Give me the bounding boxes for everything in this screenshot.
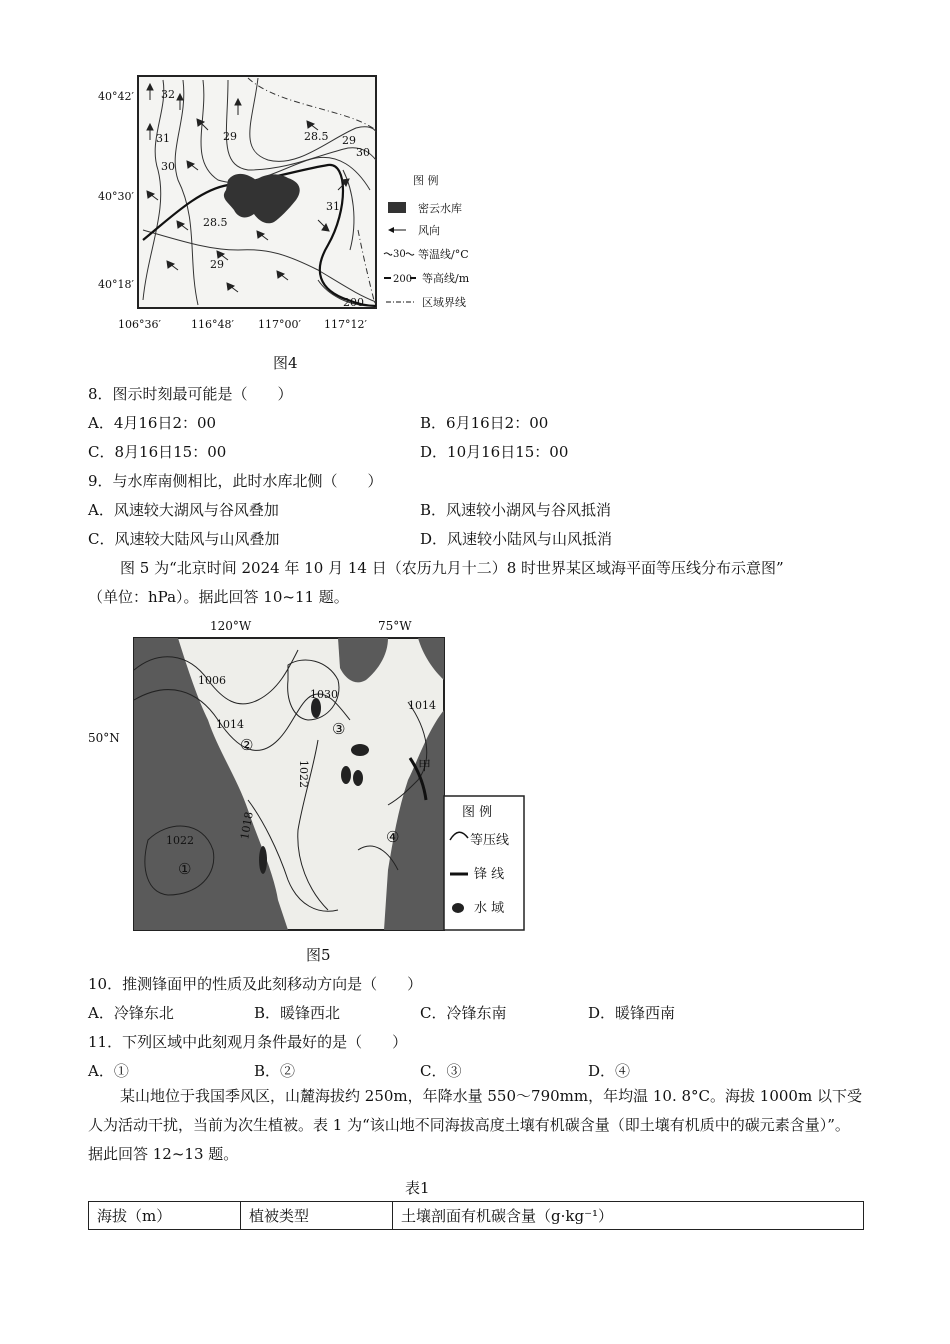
q9-option-c[interactable]: C．风速较大陆风与山风叠加 [88, 530, 280, 548]
marker-3: ③ [332, 720, 346, 738]
q11-option-b[interactable]: B．② [254, 1062, 296, 1080]
marker-4: ④ [386, 828, 400, 846]
legend-item: 区域界线 [422, 296, 466, 309]
table-header-cell: 植被类型 [241, 1202, 393, 1230]
isobar-label: 1022 [166, 834, 194, 847]
figure-4-map [88, 70, 488, 340]
lat-label: 50°N [88, 731, 120, 745]
isobar-label: 1006 [198, 674, 226, 687]
q10-option-b[interactable]: B．暖锋西北 [254, 1004, 341, 1022]
isotherm-label: 30 [356, 146, 370, 159]
q11-option-a[interactable]: A．① [88, 1062, 129, 1080]
figure-5-caption: 图5 [306, 946, 331, 964]
q10-option-c[interactable]: C．冷锋东南 [420, 1004, 507, 1022]
isobar-label: 1030 [310, 688, 338, 701]
q8-option-d[interactable]: D．10月16日15：00 [420, 443, 569, 461]
isotherm-label: 200 [343, 296, 364, 309]
isobar-label: 1018 [238, 810, 256, 841]
legend-item: 等高线/m [422, 272, 470, 285]
lon-label: 117°12′ [324, 318, 367, 331]
figure-5 [88, 610, 528, 936]
figure-5-legend [444, 796, 524, 930]
isotherm-label: 31 [326, 200, 340, 213]
question-8-stem: 8．图示时刻最可能是（ ） [88, 385, 293, 403]
legend-item: 等压线 [470, 833, 510, 848]
isotherm-label: 32 [161, 88, 175, 101]
figure-5-map [88, 610, 528, 936]
isobar-label: 1022 [297, 760, 310, 788]
question-9-stem: 9．与水库南侧相比，此时水库北侧（ ） [88, 472, 383, 490]
isotherm-label: 30 [161, 160, 175, 173]
figure-4-caption: 图4 [273, 354, 298, 372]
legend-item: 风向 [418, 224, 440, 237]
legend-item: 密云水库 [418, 202, 462, 215]
q9-option-a[interactable]: A．风速较大湖风与谷风叠加 [88, 501, 279, 519]
lake [341, 766, 351, 784]
lon-label: 117°00′ [258, 318, 301, 331]
isobar-label: 1014 [216, 718, 244, 731]
legend-item: 锋 线 [474, 867, 505, 882]
q11-option-d[interactable]: D．④ [588, 1062, 631, 1080]
figure-4-legend [384, 173, 470, 309]
table-header-cell: 土壤剖面有机碳含量（g·kg⁻¹） [393, 1202, 864, 1230]
q11-option-c[interactable]: C．③ [420, 1062, 462, 1080]
isotherm-label: 31 [156, 132, 170, 145]
reservoir-swatch [388, 202, 406, 213]
lon-label: 75°W [378, 619, 412, 633]
lake [311, 698, 321, 718]
q10-option-d[interactable]: D．暖锋西南 [588, 1004, 676, 1022]
legend-item: 水 域 [474, 901, 505, 916]
q10-option-a[interactable]: A．冷锋东北 [88, 1004, 174, 1022]
lon-label: 116°48′ [191, 318, 234, 331]
intro-figure-5-line-2: （单位：hPa）。据此回答 10~11 题。 [88, 588, 349, 606]
question-11-stem: 11．下列区域中此刻观月条件最好的是（ ） [88, 1033, 408, 1051]
intro-figure-5-line-1: 图 5 为“北京时间 2024 年 10 月 14 日（农历九月十二）8 时世界某区域海平面等压线分布示意图” [120, 559, 784, 577]
legend-title: 图 例 [462, 805, 493, 820]
isobar-label: 1014 [408, 699, 436, 712]
arrow-icon [388, 227, 394, 233]
marker-2: ② [240, 736, 254, 754]
lake [351, 744, 369, 756]
q9-option-d[interactable]: D．风速较小陆风与山风抵消 [420, 530, 613, 548]
isotherm-label: 28.5 [304, 130, 329, 143]
question-10-stem: 10．推测锋面甲的性质及此刻移动方向是（ ） [88, 975, 423, 993]
isotherm-label: 28.5 [203, 216, 228, 229]
isotherm-label: 29 [223, 130, 237, 143]
q8-option-b[interactable]: B．6月16日2：00 [420, 414, 549, 432]
q8-option-c[interactable]: C．8月16日15：00 [88, 443, 227, 461]
q8-option-a[interactable]: A．4月16日2：00 [88, 414, 217, 432]
intro-questions-12-13: 某山地位于我国季风区，山麓海拔约 250m，年降水量 550～790mm，年均温 10. 8°C。海拔 1000m 以下受人为活动干扰，当前为次生植被。表 1 为“该山地不同海拔高度土壤有机碳含量（即土壤有机质中的碳元素含量）”。据此回答 12~13 题。 [88, 1087, 862, 1163]
table-1-caption: 表1 [405, 1179, 430, 1197]
lon-label: 120°W [210, 619, 252, 633]
legend-sample: 30 [393, 249, 406, 260]
table-header-cell: 海拔（m） [89, 1202, 241, 1230]
figure-4 [88, 70, 488, 340]
lat-label: 40°42′ [98, 90, 134, 103]
isotherm-label: 29 [210, 258, 224, 271]
lon-label: 106°36′ [118, 318, 161, 331]
q9-option-b[interactable]: B．风速较小湖风与谷风抵消 [420, 501, 612, 519]
isotherm-label: 29 [342, 134, 356, 147]
legend-sample: 200 [393, 274, 413, 285]
table-header-row [89, 1202, 864, 1230]
marker-1: ① [178, 860, 192, 878]
lat-label: 40°30′ [98, 190, 134, 203]
legend-title: 图 例 [413, 174, 439, 187]
lake [259, 846, 267, 874]
lat-label: 40°18′ [98, 278, 134, 291]
table-1 [88, 1201, 864, 1230]
lake [353, 770, 363, 786]
front-label: 甲 [418, 759, 432, 774]
legend-item: 等温线/°C [418, 248, 469, 261]
